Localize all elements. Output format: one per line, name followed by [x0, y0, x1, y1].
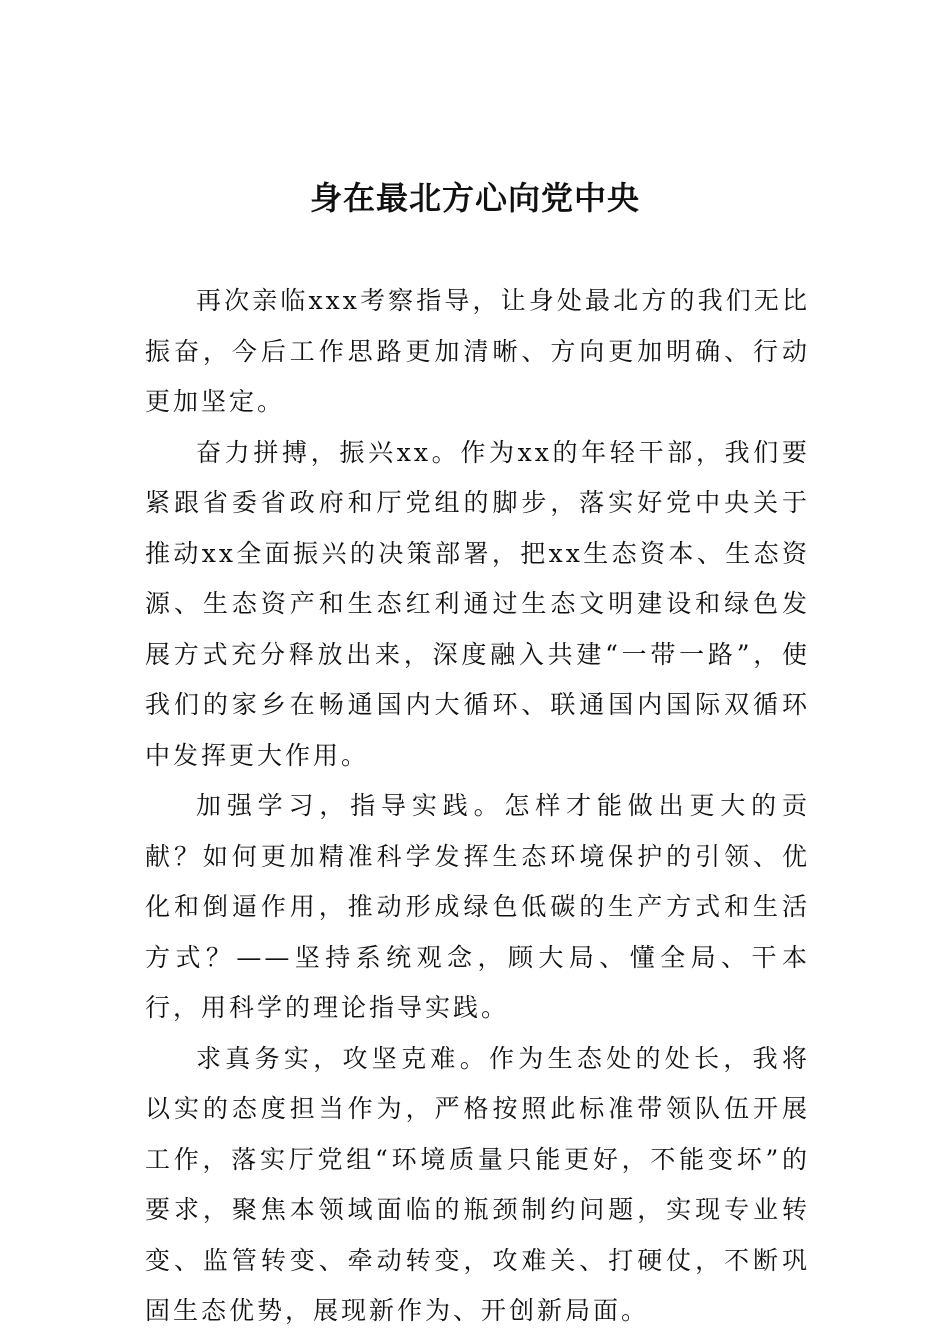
paragraph-3: 加强学习，指导实践。怎样才能做出更大的贡献？如何更加精准科学发挥生态环境保护的引领、优化和倒逼作用，推动形成绿色低碳的生产方式和生活方式？——坚持系统观念，顾大局、懂全局、干本行，用科学的理论指导实践。: [145, 791, 810, 1022]
paragraph-1: 再次亲临xxx考察指导，让身处最北方的我们无比振奋，今后工作思路更加清晰、方向更加明确、行动更加坚定。: [145, 286, 810, 416]
document-title: 身在最北方心向党中央: [309, 179, 640, 217]
paragraph-4: 求真务实，攻坚克难。作为生态处的处长，我将以实的态度担当作为，严格按照此标准带领队伍开展工作，落实厅党组“环境质量只能更好，不能变坏”的要求，聚焦本领域面临的瓶颈制约问题，实现专业转变、监管转变、牵动转变，攻难关、打硬仗，不断巩固生态优势，展现新作为、开创新局面。: [145, 1043, 810, 1325]
paragraph-2: 奋力拼搏，振兴xx。作为xx的年轻干部，我们要紧跟省委省政府和厅党组的脚步，落实好党中央关于推动xx全面振兴的决策部署，把xx生态资本、生态资源、生态资产和生态红利通过生态文明建设和绿色发展方式充分释放出来，深度融入共建“一带一路”，使我们的家乡在畅通国内大循环、联通国内国际双循环中发挥更大作用。: [145, 437, 810, 770]
document-body: [145, 276, 810, 1337]
